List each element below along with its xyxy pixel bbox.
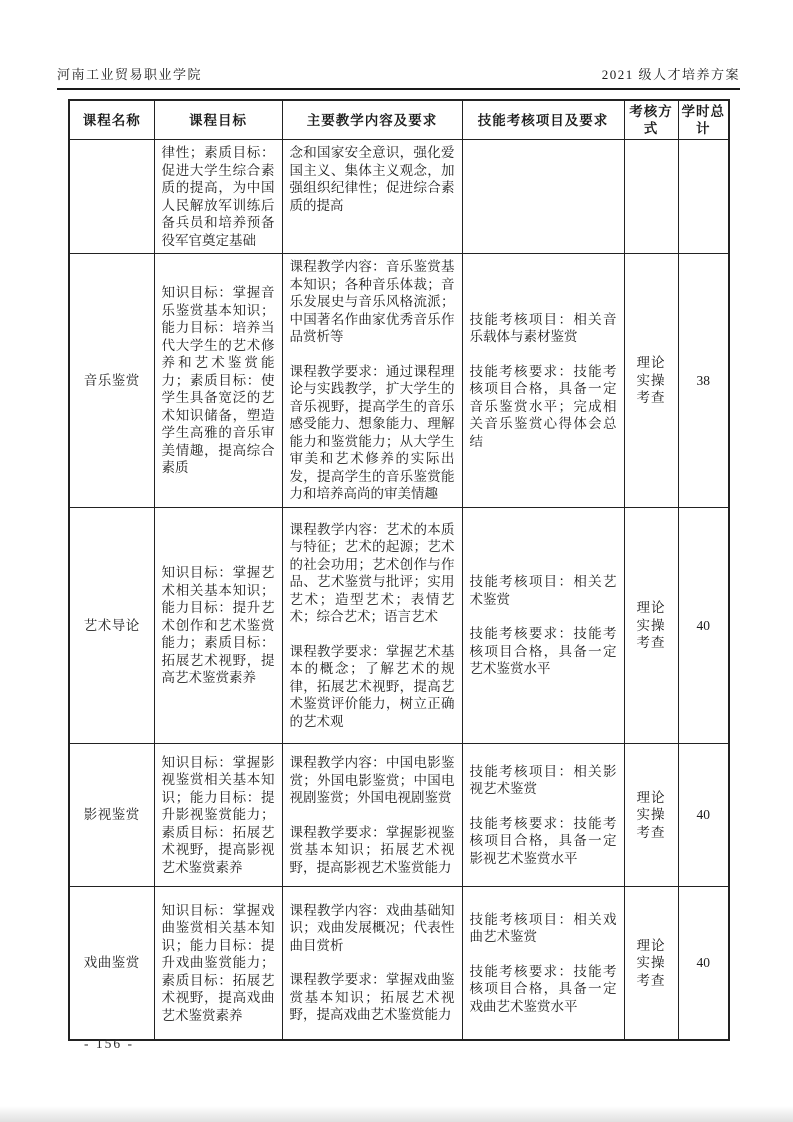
course-name-cell: 戏曲鉴赏 xyxy=(69,887,154,1040)
total-hours-cell: 40 xyxy=(678,744,729,887)
table-header-row xyxy=(69,100,729,140)
col-header-assessment-method: 考核方式 xyxy=(624,100,678,140)
teaching-content-cell: 课程教学内容：艺术的本质与特征；艺术的起源；艺术的社会功用；艺术创作与作品、艺术鉴赏与批评；实用艺术；造型艺术；表情艺术；综合艺术；语言艺术 课程教学要求：掌握艺术基本的概念；了解艺术的规律，拓展艺术视野，提高艺术鉴赏评价能力，树立正确的艺术观 xyxy=(282,508,462,744)
total-hours-cell: 38 xyxy=(678,254,729,508)
col-header-course-name: 课程名称 xyxy=(69,100,154,140)
table-row xyxy=(69,140,729,254)
objectives-cell: 知识目标：掌握艺术相关基本知识；能力目标：提升艺术创作和艺术鉴赏能力；素质目标：拓展艺术视野，提高艺术鉴赏素养 xyxy=(154,508,282,744)
table-row xyxy=(69,887,729,1040)
teaching-content-cell: 课程教学内容：音乐鉴赏基本知识；各种音乐体裁；音乐发展史与音乐风格流派；中国著名作曲家优秀音乐作品赏析等 课程教学要求：通过课程理论与实践教学，扩大学生的音乐视野，提高学生的音乐感受能力、想象能力、理解能力和鉴赏能力；从大学生审美和艺术修养的实际出发，提高学生的音乐鉴赏能力和培养高尚的审美情趣 xyxy=(282,254,462,508)
skill-assessment-cell: 技能考核项目：相关戏曲艺术鉴赏 技能考核要求：技能考核项目合格，具备一定戏曲艺术鉴赏水平 xyxy=(462,887,624,1040)
skill-assessment-cell: 技能考核项目：相关影视艺术鉴赏 技能考核要求：技能考核项目合格，具备一定影视艺术鉴赏水平 xyxy=(462,744,624,887)
table-row xyxy=(69,508,729,744)
objectives-cell: 知识目标：掌握戏曲鉴赏相关基本知识；能力目标：提升戏曲鉴赏能力；素质目标：拓展艺术视野，提高戏曲艺术鉴赏素养 xyxy=(154,887,282,1040)
objectives-cell: 知识目标：掌握音乐鉴赏基本知识；能力目标：培养当代大学生的艺术修养和艺术鉴赏能力；素质目标：使学生具备宽泛的艺术知识储备，塑造学生高雅的音乐审美情趣，提高综合素质 xyxy=(154,254,282,508)
assessment-method-cell: 理论 实操 考查 xyxy=(624,508,678,744)
page-header xyxy=(57,64,740,90)
objectives-cell: 律性；素质目标：促进大学生综合素质的提高，为中国人民解放军训练后备兵员和培养预备役军官奠定基础 xyxy=(154,140,282,254)
course-name-cell: 影视鉴赏 xyxy=(69,744,154,887)
teaching-content-cell: 念和国家安全意识，强化爱国主义、集体主义观念，加强组织纪律性；促进综合素质的提高 xyxy=(282,140,462,254)
table-row xyxy=(69,254,729,508)
skill-assessment-cell xyxy=(462,140,624,254)
skill-assessment-cell: 技能考核项目：相关音乐载体与素材鉴赏 技能考核要求：技能考核项目合格，具备一定音乐鉴赏水平；完成相关音乐鉴赏心得体会总结 xyxy=(462,254,624,508)
page-number: - 156 - xyxy=(84,1036,134,1051)
col-header-objectives: 课程目标 xyxy=(154,100,282,140)
course-name-cell: 音乐鉴赏 xyxy=(69,254,154,508)
header-plan-title: 2021 级人才培养方案 xyxy=(601,67,740,82)
course-name-cell xyxy=(69,140,154,254)
teaching-content-cell: 课程教学内容：戏曲基础知识；戏曲发展概况；代表性曲目赏析 课程教学要求：掌握戏曲鉴赏基本知识；拓展艺术视野，提高戏曲艺术鉴赏能力 xyxy=(282,887,462,1040)
table-row xyxy=(69,744,729,887)
table-body xyxy=(69,140,729,1040)
assessment-method-cell xyxy=(624,140,678,254)
objectives-cell: 知识目标：掌握影视鉴赏相关基本知识；能力目标：提升影视鉴赏能力；素质目标：拓展艺术视野，提高影视艺术鉴赏素养 xyxy=(154,744,282,887)
page-footer xyxy=(84,1036,134,1052)
course-table xyxy=(68,99,730,1041)
header-school-name: 河南工业贸易职业学院 xyxy=(57,67,203,82)
assessment-method-cell: 理论 实操 考查 xyxy=(624,254,678,508)
col-header-skill-assessment: 技能考核项目及要求 xyxy=(462,100,624,140)
col-header-total-hours: 学时总计 xyxy=(678,100,729,140)
assessment-method-cell: 理论 实操 考查 xyxy=(624,744,678,887)
total-hours-cell xyxy=(678,140,729,254)
assessment-method-cell: 理论 实操 考查 xyxy=(624,887,678,1040)
total-hours-cell: 40 xyxy=(678,508,729,744)
skill-assessment-cell: 技能考核项目：相关艺术鉴赏 技能考核要求：技能考核项目合格，具备一定艺术鉴赏水平 xyxy=(462,508,624,744)
teaching-content-cell: 课程教学内容：中国电影鉴赏；外国电影鉴赏；中国电视剧鉴赏；外国电视剧鉴赏 课程教学要求：掌握影视鉴赏基本知识；拓展艺术视野，提高影视艺术鉴赏能力 xyxy=(282,744,462,887)
total-hours-cell: 40 xyxy=(678,887,729,1040)
col-header-teaching-content: 主要教学内容及要求 xyxy=(282,100,462,140)
course-name-cell: 艺术导论 xyxy=(69,508,154,744)
